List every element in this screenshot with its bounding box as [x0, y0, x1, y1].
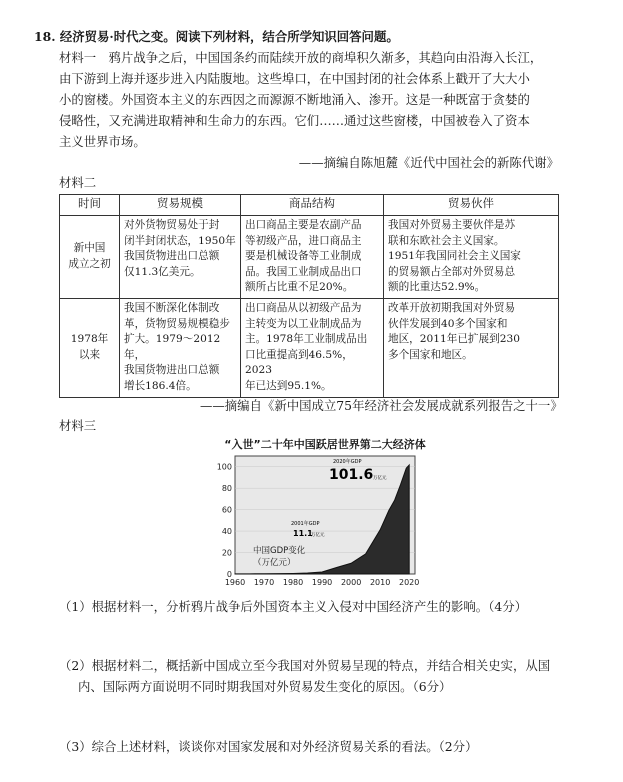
question-1: （1）根据材料一，分析鸦片战争后外国资本主义入侵对中国经济产生的影响。（4分） — [59, 599, 528, 614]
table-row — [60, 298, 559, 397]
annotation-2020-label: 2020年GDP — [333, 459, 362, 465]
material2-label: 材料二 — [59, 175, 97, 190]
gdp-chart — [205, 452, 420, 590]
material1-line: 主义世界市场。 — [59, 134, 146, 149]
material1-line: 侵略性，又充满进取精神和生命力的东西。它们……通过这些窗楼，中国被卷入了资本 — [59, 113, 530, 128]
y-tick-label: 100 — [216, 462, 232, 472]
x-tick-label: 1960 — [224, 578, 246, 587]
y-tick-label: 60 — [221, 505, 232, 515]
table-row — [60, 216, 559, 299]
question-3: （3）综合上述材料，谈谈你对国家发展和对外经济贸易关系的看法。（2分） — [59, 739, 478, 754]
cell-structure: 出口商品主要是农副产品 等初级产品，进口商品主 要是机械设备等工业制成 品。我国工业制成品出口 额所占比重不足20%。 — [241, 216, 384, 299]
cell-partners: 改革开放初期我国对外贸易 伙伴发展到40多个国家和 地区，2011年已扩展到230 多个国家和地区。 — [384, 298, 559, 397]
cell-scale: 我国不断深化体制改 革，货物贸易规模稳步 扩大。1979～2012年， 我国货物进出口总额 增长186.4倍。 — [120, 298, 241, 397]
material1-source: ——摘编自陈旭麓《近代中国社会的新陈代谢》 — [298, 155, 559, 170]
table-header-row — [60, 195, 559, 216]
x-tick-label: 1970 — [253, 578, 275, 587]
header-structure: 商品结构 — [241, 195, 384, 216]
header-scale: 贸易规模 — [120, 195, 241, 216]
x-tick-label: 1990 — [311, 578, 333, 587]
material1-line: 材料一 鸦片战争之后，中国国条约而陆续开放的商埠积久渐多，其趋向由沿海入长江， — [59, 50, 543, 65]
cell-scale: 对外货物贸易处于封 闭半封闭状态，1950年 我国货物进出口总额 仅11.3亿美元。 — [120, 216, 241, 299]
question-header: 18. 经济贸易·时代之变。阅读下列材料，结合所学知识回答问题。 — [34, 29, 399, 44]
trade-table — [59, 194, 559, 398]
y-tick-label: 40 — [221, 527, 232, 537]
x-tick-label: 2010 — [369, 578, 391, 587]
series-unit: （万亿元） — [253, 558, 296, 568]
x-tick-label: 1980 — [282, 578, 304, 587]
question-2: （2）根据材料二，概括新中国成立至今我国对外贸易呈现的特点，并结合相关史实，从国 — [59, 658, 551, 673]
series-label: 中国GDP变化 — [253, 546, 306, 556]
question-2-continued: 内、国际两方面说明不同时期我国对外贸易发生变化的原因。（6分） — [78, 679, 452, 694]
x-tick-label: 2000 — [340, 578, 362, 587]
header-time: 时间 — [60, 195, 120, 216]
material2-source: ——摘编自《新中国成立75年经济社会发展成就系列报告之十一》 — [200, 398, 563, 413]
x-tick-label: 2020 — [399, 578, 420, 587]
annotation-2020-value: 101.6 — [329, 467, 374, 483]
y-tick-label: 80 — [221, 484, 232, 494]
annotation-2020-unit: 万亿元 — [373, 476, 387, 481]
header-partners: 贸易伙伴 — [384, 195, 559, 216]
cell-structure: 出口商品从以初级产品为 主转变为以工业制成品为 主。1978年工业制成品出 口比重提高到46.5%，2023 年已达到95.1%。 — [241, 298, 384, 397]
material1-line: 由下游到上海并逐步进入内陆腹地。这些埠口，在中国封闭的社会体系上戳开了大大小 — [59, 71, 530, 86]
y-tick-label: 0 — [226, 570, 232, 579]
cell-partners: 我国对外贸易主要伙伴是苏 联和东欧社会主义国家。 1951年我国同社会主义国家 的贸易额占全部对外贸易总 额的比重达52.9%。 — [384, 216, 559, 299]
annotation-2001-label: 2001年GDP — [291, 521, 320, 527]
material3-label: 材料三 — [59, 418, 97, 433]
annotation-2001-value: 11.1 — [293, 529, 313, 538]
material1-line: 小的窗楼。外国资本主义的东西因之而源源不断地涌入、渗开。这是一种既富于贪婪的 — [59, 92, 530, 107]
cell-time: 新中国 成立之初 — [60, 216, 120, 299]
chart-title: “入世”二十年中国跃居世界第二大经济体 — [224, 438, 426, 451]
cell-time: 1978年 以来 — [60, 298, 120, 397]
y-tick-label: 20 — [221, 548, 232, 558]
annotation-2001-unit: 万亿元 — [311, 533, 325, 538]
